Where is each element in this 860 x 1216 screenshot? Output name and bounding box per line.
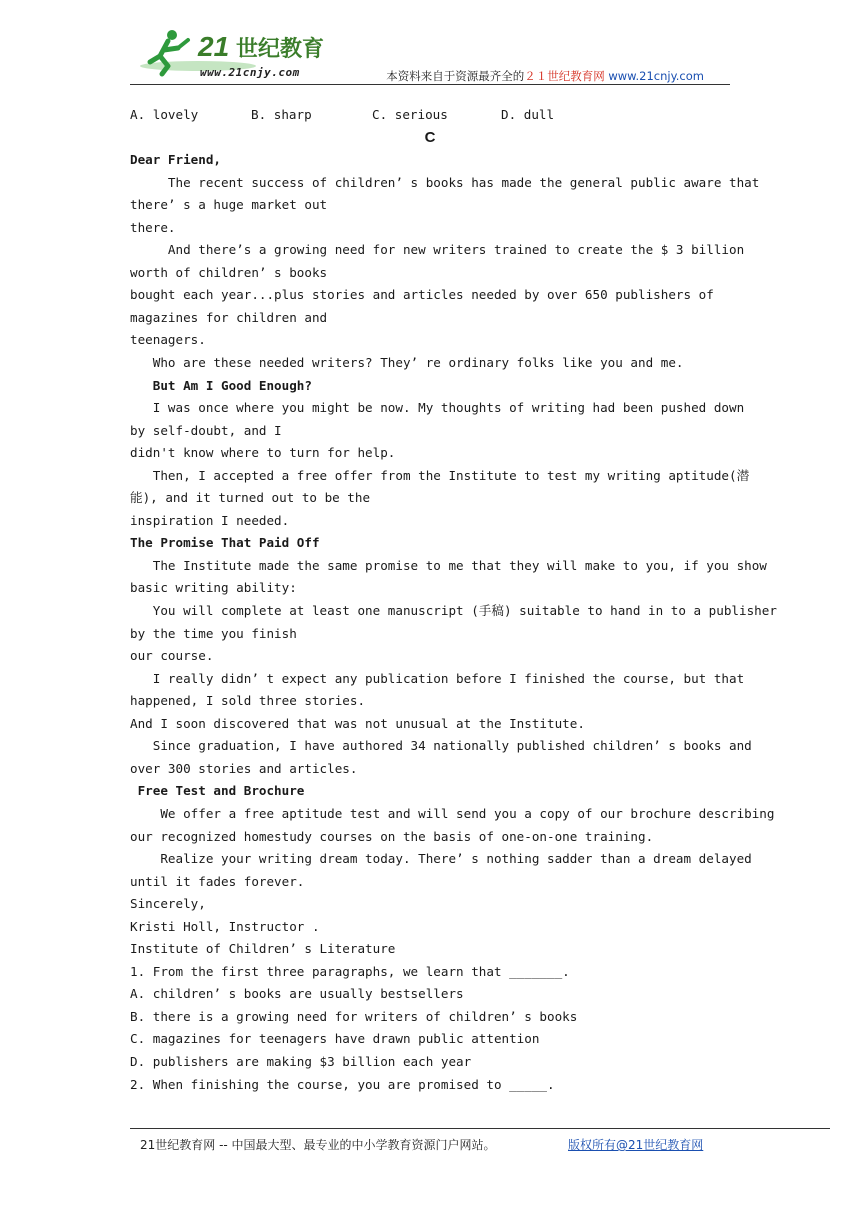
- logo-url-text: www.21cnjy.com: [200, 66, 300, 79]
- footer-copyright-link[interactable]: 版权所有@21世纪教育网: [568, 1138, 704, 1152]
- passage-line: Who are these needed writers? They’ re ordinary folks like you and me.: [130, 355, 684, 371]
- passage-line: But Am I Good Enough?: [130, 377, 312, 393]
- option-d: D. dull: [501, 107, 555, 122]
- passage-line: The Promise That Paid Off: [130, 535, 320, 551]
- passage-line: magazines for children and: [130, 309, 328, 325]
- passage-line: bought each year...plus stories and articles needed by over 650 publishers of: [130, 287, 714, 303]
- passage-line: our recognized homestudy courses on the basis of one-on-one training.: [130, 828, 654, 844]
- page-footer: [130, 1128, 830, 1152]
- passage-line: there’ s a huge market out: [130, 197, 328, 213]
- passage-line: B. there is a growing need for writers of children’ s books: [130, 1008, 578, 1024]
- passage-line: Institute of Children’ s Literature: [130, 941, 396, 957]
- header-divider: [130, 84, 730, 85]
- passage-line: there.: [130, 219, 176, 235]
- passage-line: And there’s a growing need for new writers trained to create the $ 3 billion: [130, 242, 745, 258]
- option-a: A. lovely: [130, 107, 199, 122]
- document-body: [130, 104, 777, 1096]
- passage-line: A. children’ s books are usually bestsellers: [130, 986, 464, 1002]
- passage-line: 能), and it turned out to be the: [130, 490, 371, 506]
- passage-line: I really didn’ t expect any publication before I finished the course, but that: [130, 670, 745, 686]
- passage-line: teenagers.: [130, 332, 206, 348]
- svg-text:世纪教育: 世纪教育: [236, 37, 325, 62]
- passage-line: Then, I accepted a free offer from the Institute to test my writing aptitude(潜: [130, 467, 750, 483]
- passage-line: 1. From the first three paragraphs, we learn that _______.: [130, 963, 570, 979]
- passage-line: until it fades forever.: [130, 873, 305, 889]
- passage-line: by self-doubt, and I: [130, 422, 282, 438]
- option-b: B. sharp: [251, 107, 312, 122]
- passage-lines: [130, 149, 777, 1096]
- passage-line: happened, I sold three stories.: [130, 693, 366, 709]
- passage-line: You will complete at least one manuscript (手稿) suitable to hand in to a publisher: [130, 603, 777, 619]
- passage-line: The Institute made the same promise to me that they will make to you, if you show: [130, 557, 767, 573]
- header-note: [386, 68, 704, 84]
- passage-line: 2. When finishing the course, you are promised to _____.: [130, 1076, 555, 1092]
- passage-line: basic writing ability:: [130, 580, 297, 596]
- passage-line: Sincerely,: [130, 896, 206, 912]
- passage-line: our course.: [130, 648, 214, 664]
- passage-line: Free Test and Brochure: [130, 783, 305, 799]
- passage-line: C. magazines for teenagers have drawn public attention: [130, 1031, 540, 1047]
- option-c: C. serious: [372, 107, 448, 122]
- footer-text: 21世纪教育网 -- 中国最大型、最专业的中小学教育资源门户网站。: [140, 1138, 496, 1152]
- passage-line: The recent success of children’ s books has made the general public aware that: [130, 174, 760, 190]
- passage-line: We offer a free aptitude test and will send you a copy of our brochure describing: [130, 805, 775, 821]
- passage-line: Kristi Holl, Instructor .: [130, 918, 320, 934]
- previous-question-options: [130, 104, 730, 127]
- passage-line: over 300 stories and articles.: [130, 760, 358, 776]
- page-header: [130, 22, 730, 86]
- passage-line: And I soon discovered that was not unusual at the Institute.: [130, 715, 585, 731]
- header-note-url[interactable]: www.21cnjy.com: [608, 69, 704, 83]
- svg-text:21: 21: [198, 31, 230, 62]
- section-title: C: [424, 128, 436, 146]
- passage-line: worth of children’ s books: [130, 264, 328, 280]
- passage-line: D. publishers are making $3 billion each year: [130, 1053, 472, 1069]
- footer-divider: [130, 1128, 830, 1129]
- header-note-prefix: 本资料来自于资源最齐全的: [386, 69, 525, 83]
- site-logo: [138, 26, 338, 78]
- passage-line: Dear Friend,: [130, 152, 221, 168]
- passage-line: I was once where you might be now. My thoughts of writing had been pushed down: [130, 400, 745, 416]
- passage-line: inspiration I needed.: [130, 512, 290, 528]
- passage-line: Since graduation, I have authored 34 nationally published children’ s books and: [130, 738, 752, 754]
- passage-line: by the time you finish: [130, 625, 297, 641]
- passage-line: didn't know where to turn for help.: [130, 445, 396, 461]
- passage-line: Realize your writing dream today. There’ s nothing sadder than a dream delayed: [130, 851, 752, 867]
- header-note-site: ２１世纪教育网: [524, 69, 605, 83]
